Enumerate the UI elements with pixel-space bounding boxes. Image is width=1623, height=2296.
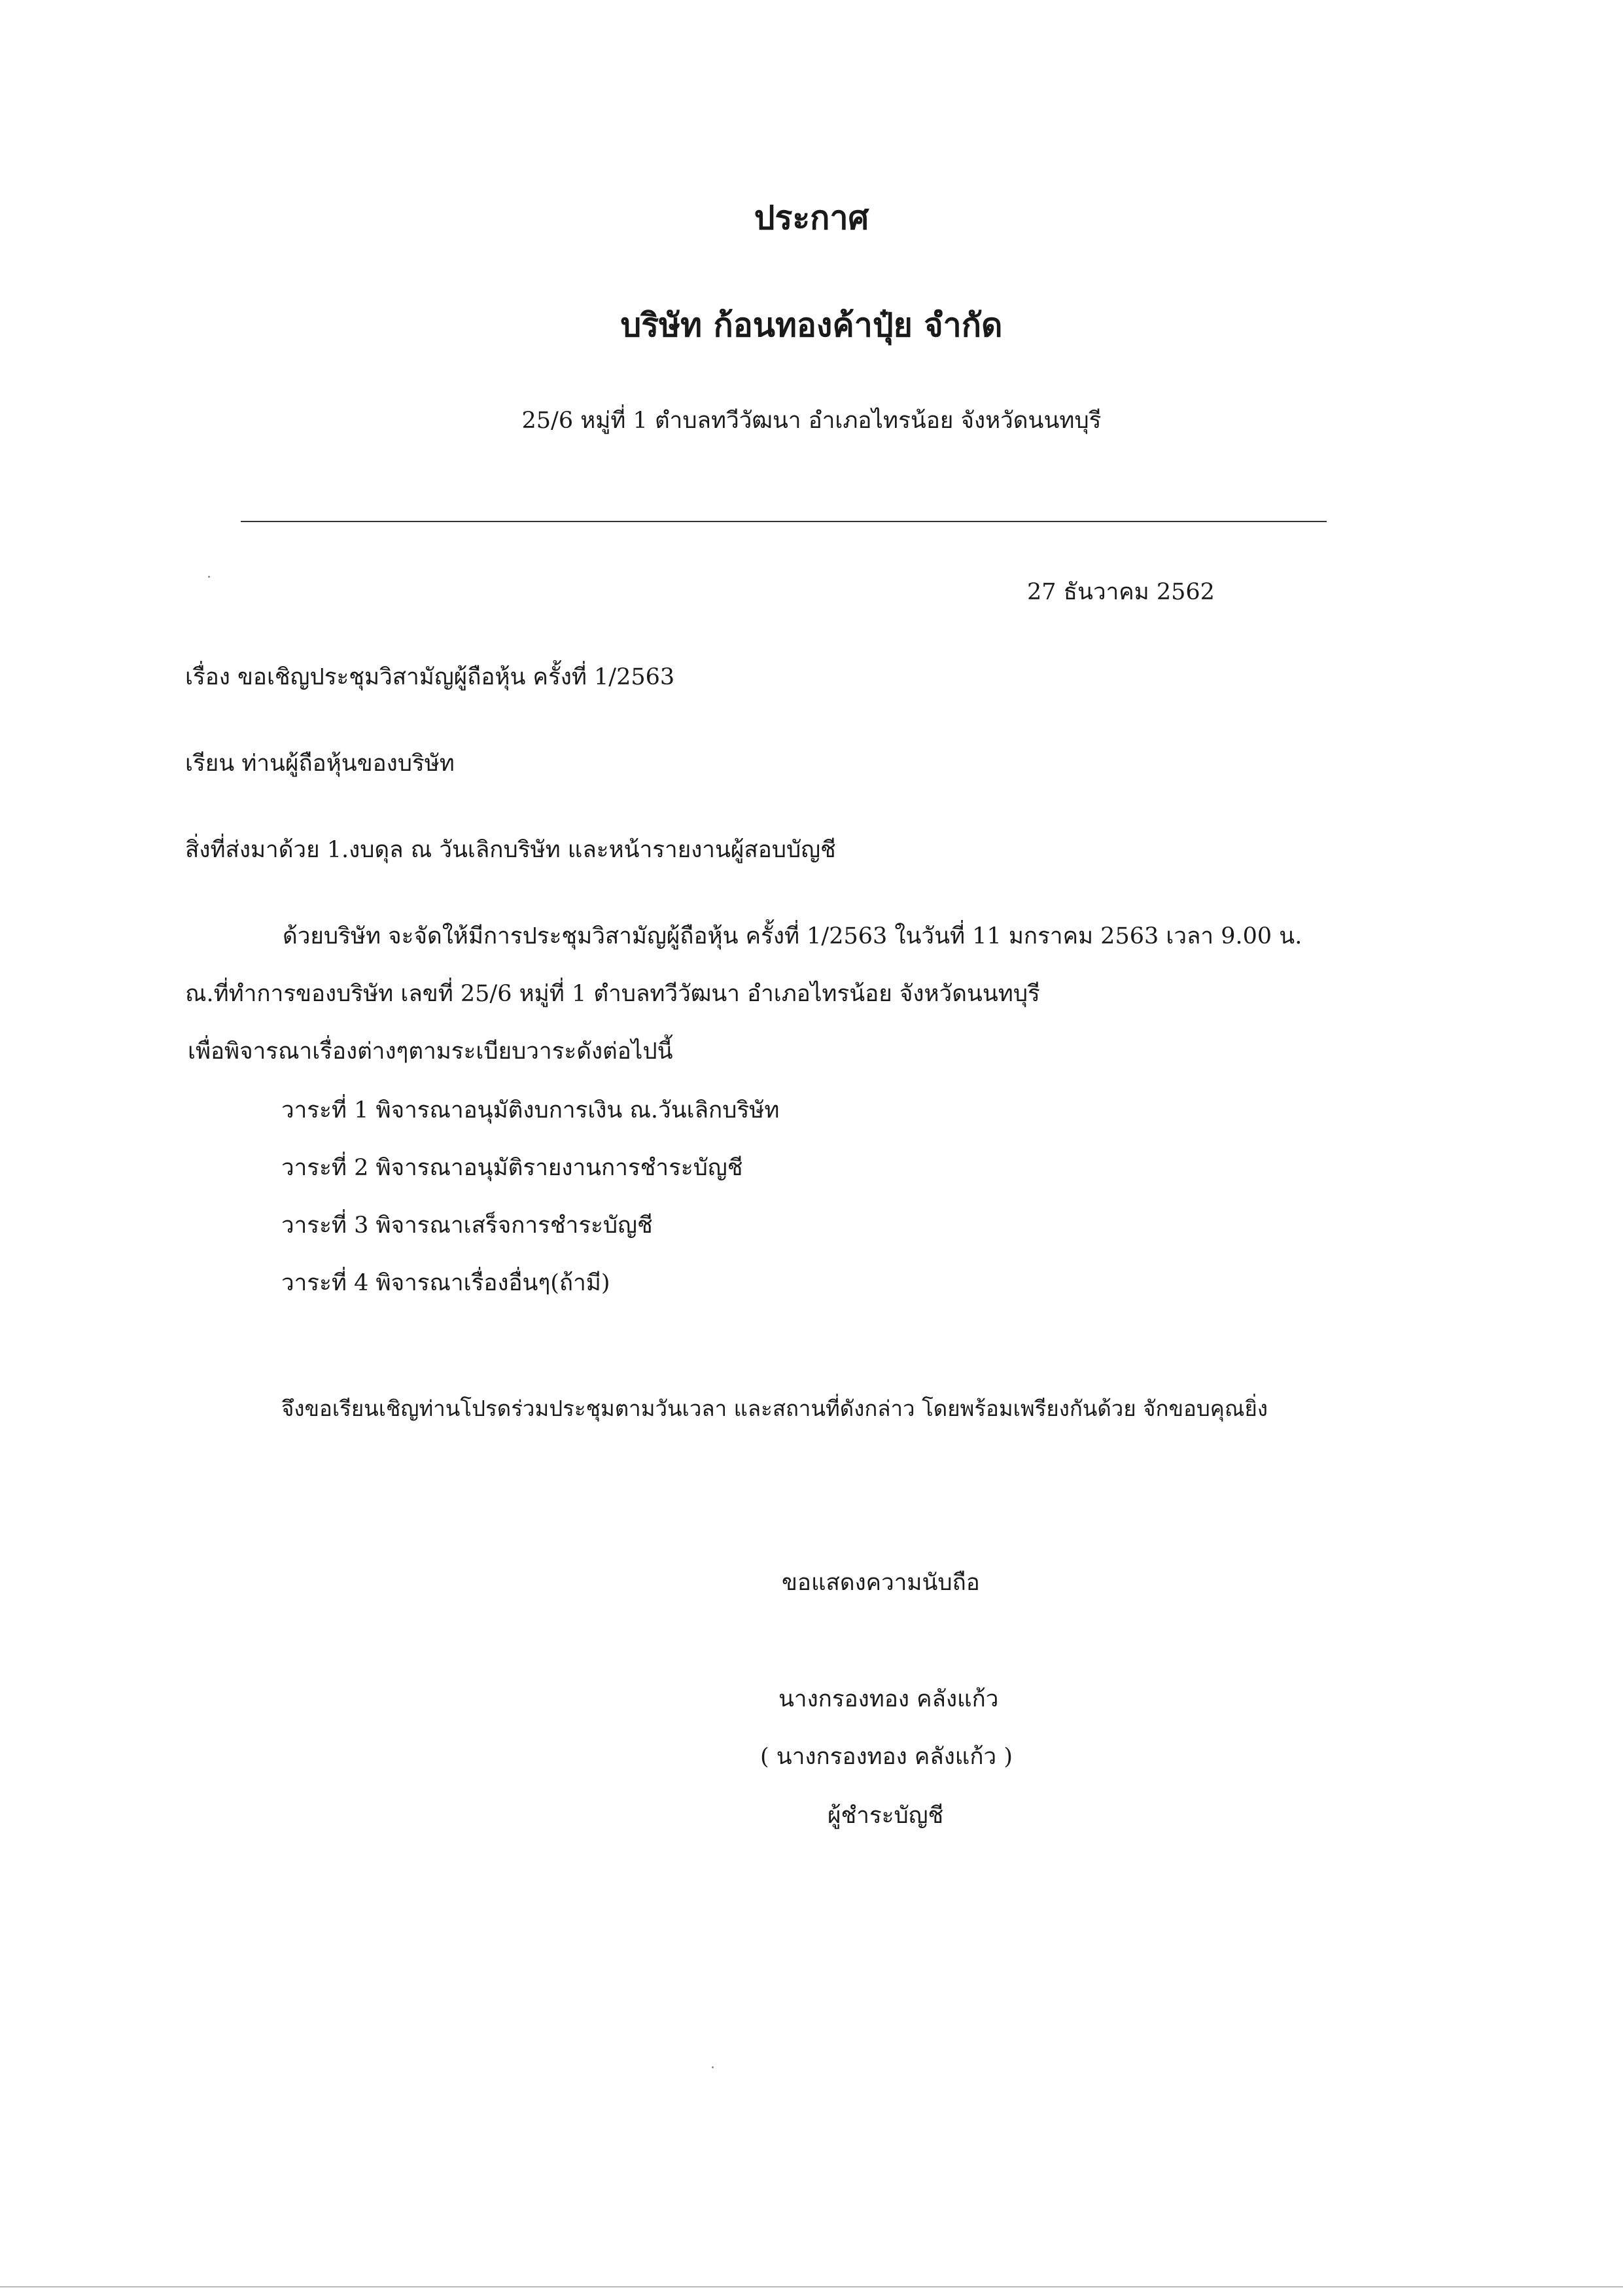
header-divider bbox=[241, 521, 1327, 522]
agenda-item-2: วาระที่ 2 พิจารณาอนุมัติรายงานการชำระบัญชี bbox=[281, 1155, 743, 1181]
agenda-item-3: วาระที่ 3 พิจารณาเสร็จการชำระบัญชี bbox=[281, 1212, 653, 1239]
signature-name: นางกรองทอง คลังแก้ว bbox=[778, 1686, 999, 1712]
recipient-line: เรียน ท่านผู้ถือหุ้นของบริษัท bbox=[185, 751, 455, 777]
scan-speck bbox=[712, 2066, 714, 2068]
company-name: บริษัท ก้อนทองค้าปุ๋ย จำกัด bbox=[620, 306, 1003, 344]
signature-regards: ขอแสดงความนับถือ bbox=[782, 1570, 980, 1596]
letter-date: 27 ธันวาคม 2562 bbox=[1027, 579, 1215, 605]
signature-position: ผู้ชำระบัญชี bbox=[828, 1803, 944, 1829]
page-bottom-edge bbox=[0, 2286, 1623, 2287]
agenda-item-1: วาระที่ 1 พิจารณาอนุมัติงบการเงิน ณ.วันเลิกบริษัท bbox=[281, 1097, 780, 1123]
subject-line: เรื่อง ขอเชิญประชุมวิสามัญผู้ถือหุ้น ครั้งที่ 1/2563 bbox=[185, 664, 675, 690]
body-paragraph-line-1: ด้วยบริษัท จะจัดให้มีการประชุมวิสามัญผู้ถือหุ้น ครั้งที่ 1/2563 ในวันที่ 11 มกราคม 2563 เวลา 9.00 น. bbox=[283, 923, 1302, 949]
agenda-item-4: วาระที่ 4 พิจารณาเรื่องอื่นๆ(ถ้ามี) bbox=[281, 1270, 610, 1296]
enclosure-line: สิ่งที่ส่งมาด้วย 1.งบดุล ณ วันเลิกบริษัท และหน้ารายงานผู้สอบบัญชี bbox=[185, 837, 836, 863]
announcement-title: ประกาศ bbox=[754, 198, 869, 237]
scan-speck bbox=[208, 576, 210, 578]
company-address: 25/6 หมู่ที่ 1 ตำบลทวีวัฒนา อำเภอไทรน้อย จังหวัดนนทบุรี bbox=[521, 408, 1102, 434]
closing-invitation: จึงขอเรียนเชิญท่านโปรดร่วมประชุมตามวันเวลา และสถานที่ดังกล่าว โดยพร้อมเพรียงกันด้วย จักขอบคุณยิ่ง bbox=[281, 1396, 1268, 1421]
body-paragraph-line-3: เพื่อพิจารณาเรื่องต่างๆตามระเบียบวาระดังต่อไปนี้ bbox=[188, 1038, 673, 1065]
signature-name-parenthesized: ( นางกรองทอง คลังแก้ว ) bbox=[760, 1744, 1013, 1770]
body-paragraph-line-2: ณ.ที่ทำการของบริษัท เลขที่ 25/6 หมู่ที่ 1 ตำบลทวีวัฒนา อำเภอไทรน้อย จังหวัดนนทบุรี bbox=[185, 981, 1040, 1007]
